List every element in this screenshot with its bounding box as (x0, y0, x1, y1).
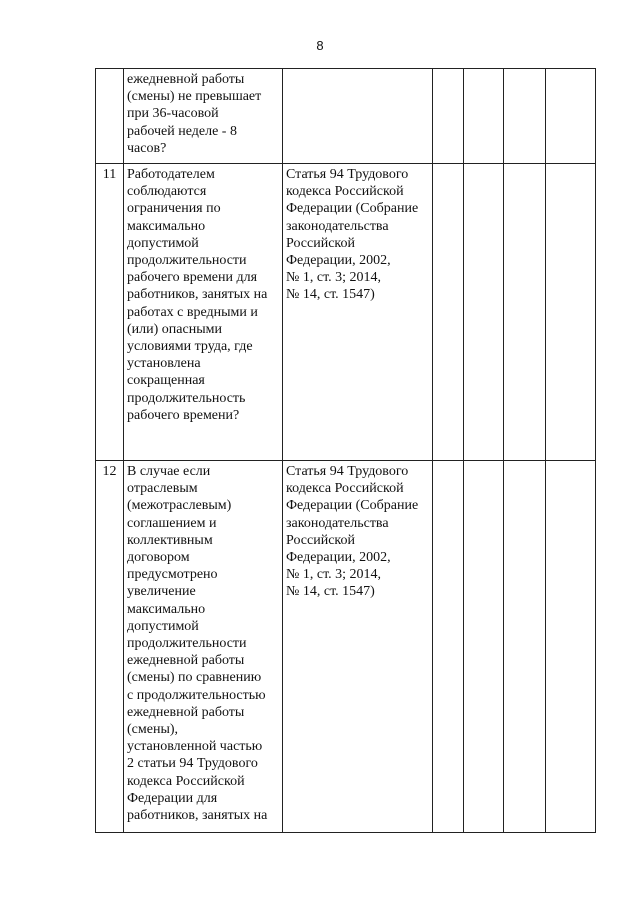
question-cell: В случае если отраслевым (межотраслевым) соглашением и коллективным договором предусмотрено увеличение максимально допустимой продолжительности ежедневной работы (смены) по сравнению с продолжительностью ежедневной работы (смены), установленной частью 2 статьи 94 Трудового кодекса Российской Федерации для работников, занятых на (124, 461, 283, 833)
row-number: 11 (96, 164, 124, 461)
row-number (96, 69, 124, 164)
answer-cell-yes (433, 461, 464, 833)
question-cell: Работодателем соблюдаются ограничения по максимально допустимой продолжительности рабочего времени для работников, занятых на работах с вредными и (или) опасными условиями труда, где установлена сокращенная продолжительность рабочего времени? (124, 164, 283, 461)
reference-cell: Статья 94 Трудового кодекса Российской Федерации (Собрание законодательства Российской Федерации, 2002, № 1, ст. 3; 2014, № 14, ст. 1547) (283, 461, 433, 833)
checklist-table (95, 68, 596, 833)
answer-cell-not-applicable (504, 164, 546, 461)
notes-cell (546, 69, 596, 164)
answer-cell-no (464, 461, 504, 833)
answer-cell-yes (433, 164, 464, 461)
answer-cell-no (464, 164, 504, 461)
reference-cell (283, 69, 433, 164)
answer-cell-not-applicable (504, 461, 546, 833)
answer-cell-not-applicable (504, 69, 546, 164)
table-row (96, 461, 596, 833)
answer-cell-yes (433, 69, 464, 164)
table-row (96, 164, 596, 461)
row-number: 12 (96, 461, 124, 833)
page-number: 8 (316, 38, 324, 53)
reference-cell: Статья 94 Трудового кодекса Российской Федерации (Собрание законодательства Российской Федерации, 2002, № 1, ст. 3; 2014, № 14, ст. 1547) (283, 164, 433, 461)
notes-cell (546, 164, 596, 461)
table-row (96, 69, 596, 164)
answer-cell-no (464, 69, 504, 164)
question-cell: ежедневной работы (смены) не превышает при 36-часовой рабочей неделе - 8 часов? (124, 69, 283, 164)
notes-cell (546, 461, 596, 833)
